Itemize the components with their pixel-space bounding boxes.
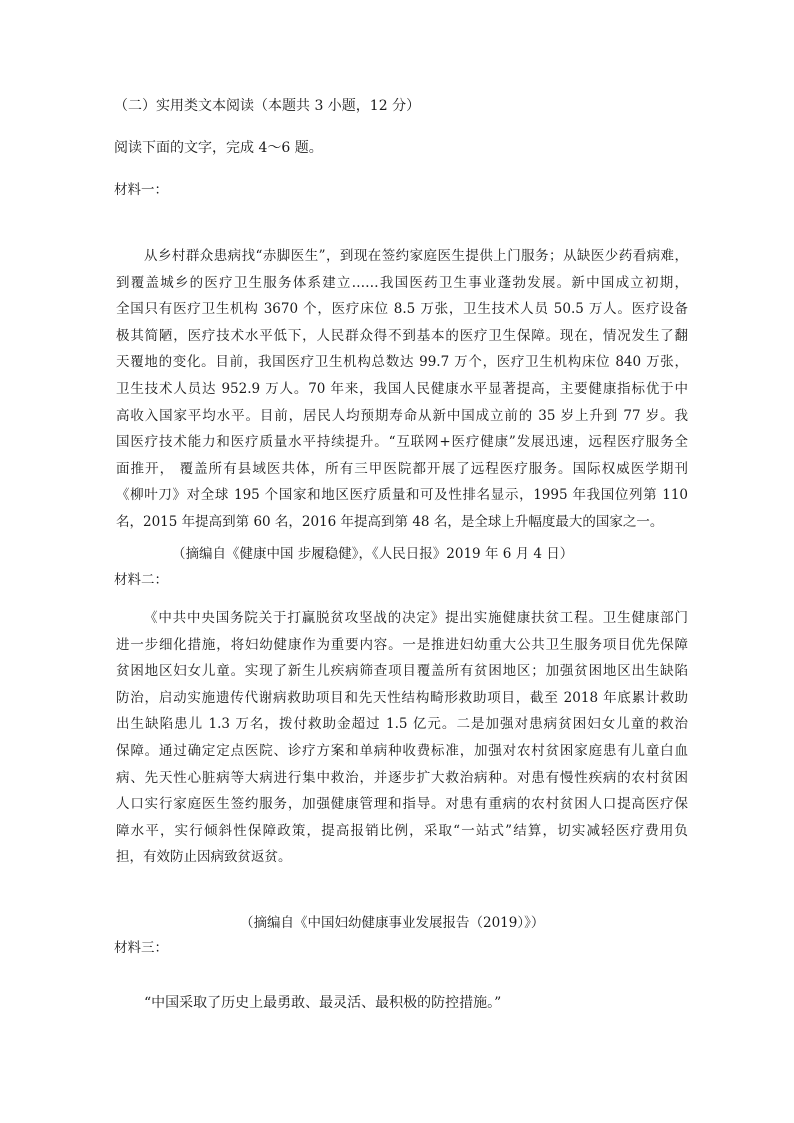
material-two-line: 保障。通过确定定点医院、诊疗方案和单病种收费标准，加强对农村贫困家庭患有儿童白血 <box>116 742 688 759</box>
material-one-paragraph <box>116 243 688 536</box>
material-one-line: 卫生技术人员达 952.9 万人。70 年来，我国人民健康水平显著提高，主要健康指标优于中 <box>116 380 688 397</box>
material-two-line: 出生缺陷患儿 1.3 万名，拨付救助金超过 1.5 亿元。二是加强对患病贫困妇女儿童的救治 <box>116 716 688 733</box>
section-title: （二）实用类文本阅读（本题共 3 小题，12 分） <box>114 98 421 114</box>
material-one-line: 天覆地的变化。目前，我国医疗卫生机构总数达 99.7 万个，医疗卫生机构床位 840 万张， <box>116 354 688 371</box>
material-one-line: 从乡村群众患病找“赤脚医生”，到现在签约家庭医生提供上门服务；从缺医少药看病难， <box>144 248 688 264</box>
material-one-line: 高收入国家平均水平。目前，居民人均预期寿命从新中国成立前的 35 岁上升到 77 岁。我 <box>116 407 688 424</box>
material-two-label: 材料二： <box>114 572 168 588</box>
material-one-line: 名，2015 年提高到第 60 名，2016 年提高到第 48 名，是全球上升幅度最大的国家之一。 <box>116 513 664 530</box>
material-one-line: 极其简陋，医疗技术水平低下，人民群众得不到基本的医疗卫生保障。现在，情况发生了翻 <box>116 327 688 344</box>
material-one-label: 材料一： <box>114 182 168 198</box>
reading-instruction: 阅读下面的文字，完成 4～6 题。 <box>114 140 323 156</box>
material-two-line: 贫困地区妇女儿童。实现了新生儿疾病筛查项目覆盖所有贫困地区；加强贫困地区出生缺陷 <box>116 663 688 680</box>
material-two-line: 《中共中央国务院关于打赢脱贫攻坚战的决定》提出实施健康扶贫工程。卫生健康部门 <box>144 610 688 626</box>
material-one-line: 到覆盖城乡的医疗卫生服务体系建立……我国医药卫生事业蓬勃发展。新中国成立初期， <box>116 274 688 291</box>
material-one-line: 面推开， 覆盖所有县域医共体，所有三甲医院都开展了远程医疗服务。国际权威医学期刊 <box>116 460 688 477</box>
material-two-line: 障水平，实行倾斜性保障政策，提高报销比例，采取“一站式”结算，切实减轻医疗费用负 <box>116 822 688 839</box>
material-two-line: 防治，启动实施遗传代谢病救助项目和先天性结构畸形救助项目，截至 2018 年底累计救助 <box>116 689 688 706</box>
material-two-line: 人口实行家庭医生签约服务，加强健康管理和指导。对患有重病的农村贫困人口提高医疗保 <box>116 796 688 813</box>
material-one-source: （摘编自《健康中国 步履稳健》，《人民日报》2019 年 6 月 4 日） <box>172 545 574 562</box>
material-two-source: （摘编自《中国妇幼健康事业发展报告（2019）》） <box>240 914 545 931</box>
material-two-line: 病、先天性心脏病等大病进行集中救治，并逐步扩大救治病种。对患有慢性疾病的农村贫困 <box>116 769 688 786</box>
material-one-line: 《柳叶刀》对全球 195 个国家和地区医疗质量和可及性排名显示，1995 年我国位列第 110 <box>116 487 688 504</box>
material-three-quote: “中国采取了历史上最勇敢、最灵活、最积极的防控措施。” <box>144 995 502 1011</box>
material-two-line: 担，有效防止因病致贫返贫。 <box>116 849 292 866</box>
material-one-line: 国医疗技术能力和医疗质量水平持续提升。“互联网+医疗健康”发展迅速，远程医疗服务全 <box>116 434 688 451</box>
material-one-line: 全国只有医疗卫生机构 3670 个，医疗床位 8.5 万张，卫生技术人员 50.5 万人。医疗设备 <box>116 301 688 318</box>
material-three-label: 材料三： <box>114 940 168 956</box>
material-two-paragraph <box>116 605 688 871</box>
material-two-line: 进一步细化措施，将妇幼健康作为重要内容。一是推进妇幼重大公共卫生服务项目优先保障 <box>116 636 688 653</box>
